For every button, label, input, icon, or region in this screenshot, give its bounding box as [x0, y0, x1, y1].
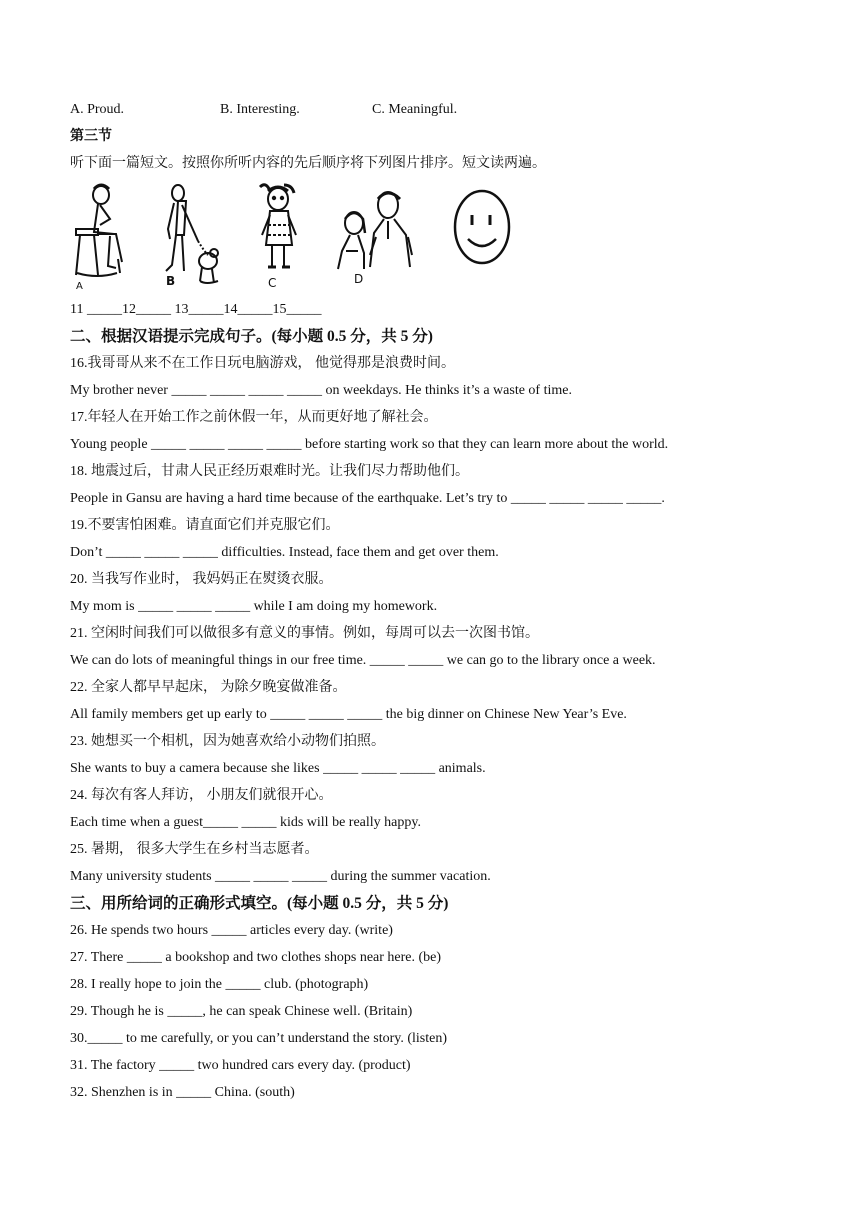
part2-item-25-en: Many university students _____ _____ _____ during the summer vacation. [70, 869, 491, 884]
part2-item-22-en: All family members get up early to _____ _____ _____ the big dinner on Chinese New Year’s Eve. [70, 707, 627, 722]
part2-item-24-cn: 24. 每次有客人拜访， 小朋友们就很开心。 [70, 788, 333, 803]
section3-title: 第三节 [70, 129, 112, 144]
picture-a-sitting-person [74, 181, 126, 293]
part2-item-22-cn: 22. 全家人都早早起床， 为除夕晚宴做准备。 [70, 680, 347, 695]
picture-c-label: C [268, 276, 277, 290]
smiley-face-icon [450, 181, 514, 271]
worksheet-page [70, 96, 810, 1106]
part2-item-18-cn: 18. 地震过后，甘肃人民正经历艰难时光。让我们尽力帮助他们。 [70, 464, 469, 479]
part2-item-17-cn: 17.年轻人在开始工作之前休假一年，从而更好地了解社会。 [70, 410, 438, 425]
answer-options [70, 96, 810, 123]
part3-item-26: 26. He spends two hours _____ articles every day. (write) [70, 923, 393, 938]
option-b: B. Interesting. [220, 102, 300, 117]
part2-item-24-en: Each time when a guest_____ _____ kids will be really happy. [70, 815, 421, 830]
part3-heading: 三、用所给词的正确形式填空。(每小题 0.5 分，共 5 分) [70, 895, 449, 912]
picture-a-label: A [76, 281, 83, 292]
option-c: C. Meaningful. [372, 102, 458, 117]
picture-b-label: B [166, 274, 176, 288]
part3-item-27: 27. There _____ a bookshop and two clothes shops near here. (be) [70, 950, 442, 965]
part3-item-30: 30._____ to me carefully, or you can’t understand the story. (listen) [70, 1031, 447, 1046]
part2-item-20-cn: 20. 当我写作业时， 我妈妈正在熨烫衣服。 [70, 572, 333, 587]
section3-answer-blanks: 11 _____12_____ 13_____14_____15_____ [70, 302, 322, 317]
part2-item-19-en: Don’t _____ _____ _____ difficulties. Instead, face them and get over them. [70, 545, 499, 560]
part3-item-31: 31. The factory _____ two hundred cars every day. (product) [70, 1058, 411, 1073]
part2-item-16-en: My brother never _____ _____ _____ _____ on weekdays. He thinks it’s a waste of time. [70, 383, 572, 398]
part2-item-21-cn: 21. 空闲时间我们可以做很多有意义的事情。例如，每周可以去一次图书馆。 [70, 626, 539, 641]
part2-item-23-en: She wants to buy a camera because she likes _____ _____ _____ animals. [70, 761, 486, 776]
part2-item-20-en: My mom is _____ _____ _____ while I am doing my homework. [70, 599, 438, 614]
part2-item-21-en: We can do lots of meaningful things in our free time. _____ _____ we can go to the library once a week. [70, 653, 656, 668]
part2-item-23-cn: 23. 她想买一个相机，因为她喜欢给小动物们拍照。 [70, 734, 385, 749]
part2-item-19-cn: 19.不要害怕困难。请直面它们并克服它们。 [70, 518, 340, 533]
picture-b-walking-dog [156, 181, 222, 293]
part3-item-28: 28. I really hope to join the _____ club. (photograph) [70, 977, 369, 992]
picture-d-two-people [332, 181, 424, 293]
section3-instruction: 听下面一篇短文。按照你所听内容的先后顺序将下列图片排序。短文读两遍。 [70, 156, 546, 171]
picture-d-label: D [354, 272, 364, 286]
picture-row [70, 181, 810, 296]
part2-item-25-cn: 25. 暑期， 很多大学生在乡村当志愿者。 [70, 842, 319, 857]
option-a: A. Proud. [70, 102, 125, 117]
part3-item-32: 32. Shenzhen is in _____ China. (south) [70, 1085, 295, 1100]
part2-item-16-cn: 16.我哥哥从来不在工作日玩电脑游戏， 他觉得那是浪费时间。 [70, 356, 455, 371]
picture-c-girl [254, 181, 302, 293]
part2-item-18-en: People in Gansu are having a hard time because of the earthquake. Let’s try to _____ _____ _____ _____. [70, 491, 665, 506]
part2-item-17-en: Young people _____ _____ _____ _____ before starting work so that they can learn more about the world. [70, 437, 669, 452]
part3-item-29: 29. Though he is _____, he can speak Chinese well. (Britain) [70, 1004, 413, 1019]
part2-heading: 二、根据汉语提示完成句子。(每小题 0.5 分，共 5 分) [70, 328, 433, 345]
